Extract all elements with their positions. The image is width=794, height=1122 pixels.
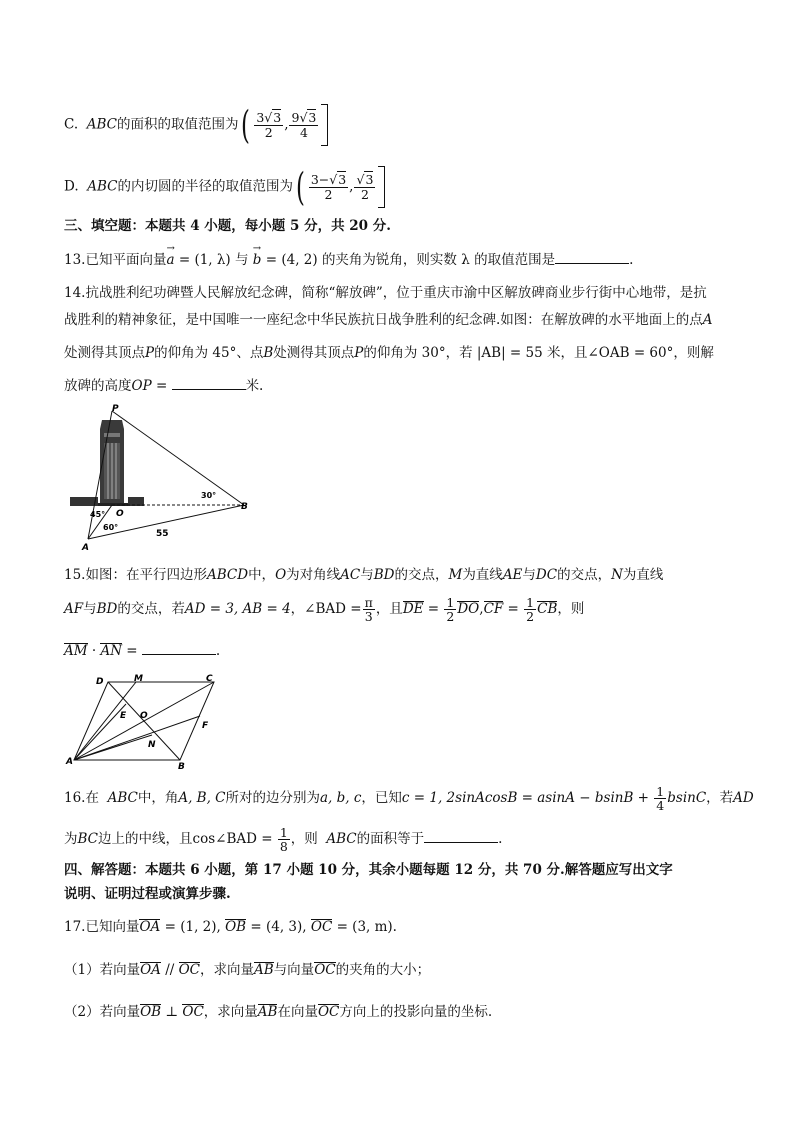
length-55: 55	[156, 529, 169, 539]
question-17-part-2: （2）若向量OB ⊥ OC，求向量AB在向量OC方向上的投影向量的坐标.	[64, 1004, 493, 1020]
question-14-line-2: 战胜利的精神象征，是中国唯一一座纪念中华民族抗日战争胜利的纪念碑.如图：在解放碑的水平地面上的点A	[64, 312, 713, 328]
label-A: A	[66, 757, 73, 767]
answer-blank-14	[172, 375, 246, 390]
option-text: 的内切圆的半径的取值范围为	[117, 178, 293, 195]
label-O: O	[116, 509, 124, 519]
label-O: O	[140, 711, 148, 721]
section-4-title-line-2: 说明、证明过程或演算步骤.	[64, 886, 231, 902]
left-paren: (	[241, 103, 251, 147]
right-bracket	[378, 166, 385, 208]
fraction-upper: $\frac{√3}{2}$	[356, 172, 374, 202]
question-15-line-3: AM · AN = .	[64, 640, 220, 661]
question-14-line-1: 14.抗战胜利纪功碑暨人民解放纪念碑，简称“解放碑”，位于重庆市渝中区解放碑商业步行街中心地带，是抗	[64, 285, 707, 301]
answer-blank-15	[142, 640, 216, 655]
answer-blank-16	[424, 828, 498, 843]
label-D: D	[96, 677, 104, 687]
question-16-line-2: 为BC边上的中线，且cos∠BAD = $\frac{1}{8}$ ，则 ABC的面积等于 .	[64, 825, 503, 855]
answer-blank-13	[555, 249, 629, 264]
fraction-upper: $\frac{9√3}{4}$	[291, 110, 317, 140]
option-c: C. ABC的面积的取值范围为( $\frac{3√3}{2}$ , $\frac{9√3}{4}$	[64, 104, 328, 146]
section-4-title-line-1: 四、解答题：本题共 6 小题，第 17 小题 10 分，其余小题每题 12 分，共 70 分.解答题应写出文字	[64, 862, 673, 878]
left-paren: (	[295, 165, 305, 209]
question-16-line-1: 16.在 ABC中，角A, B, C所对的边分别为a, b, c，已知c = 1, 2sinAcosB = asinA − bsinB + $\frac{1}{4}$ bsinC，若AD	[64, 784, 754, 814]
label-P: P	[112, 404, 119, 414]
option-label: D.	[64, 178, 79, 195]
option-d: D. ABC的内切圆的半径的取值范围为( $\frac{3-√3}{2}$ , $\frac{√3}{2}$	[64, 166, 385, 208]
question-14-line-3: 处测得其顶点P的仰角为 45°、点B处测得其顶点P的仰角为 30°，若 |AB| = 55 米，且∠OAB = 60°，则解	[64, 345, 714, 361]
label-A: A	[82, 543, 89, 553]
angle-30: 30°	[201, 491, 217, 500]
label-B: B	[241, 502, 248, 512]
angle-45: 45°	[90, 510, 106, 519]
vector-a: → a	[166, 250, 174, 270]
angle-60: 60°	[103, 523, 119, 532]
label-B: B	[178, 762, 185, 772]
triangle-name: ABC	[86, 116, 117, 133]
monument-tower	[70, 420, 144, 506]
fraction-lower: $\frac{3√3}{2}$	[256, 110, 282, 140]
question-15-line-1: 15.如图：在平行四边形ABCD中，O为对角线AC与BD的交点，M为直线AE与DC的交点，N为直线	[64, 567, 664, 583]
option-label: C.	[64, 116, 79, 133]
right-bracket	[321, 104, 328, 146]
vector-b: → b	[253, 250, 262, 270]
option-text: 的面积的取值范围为	[116, 116, 239, 133]
monument-figure	[64, 403, 254, 553]
label-F: F	[202, 721, 209, 731]
question-17: 17.已知向量OA = (1, 2), OB = (4, 3), OC = (3, m).	[64, 919, 397, 935]
label-N: N	[148, 740, 156, 750]
label-C: C	[206, 674, 213, 684]
label-M: M	[134, 674, 143, 684]
label-E: E	[120, 711, 127, 721]
parallelogram-figure	[64, 672, 224, 772]
question-15-line-2: AF与BD的交点，若AD = 3, AB = 4，∠BAD = $\frac{\pi}{3}$ ，且DE = $\frac{1}{2}$ DO,CF = $\frac{1}{2}$ CB，则	[64, 595, 585, 625]
triangle-name: ABC	[87, 178, 118, 195]
question-13: 13.已知平面向量→ a = (1, λ) 与 → b = (4, 2) 的夹角为锐角，则实数 λ 的取值范围是 .	[64, 249, 633, 270]
question-14-line-4: 放碑的高度OP = 米.	[64, 375, 263, 396]
question-17-part-1: （1）若向量OA // OC，求向量AB与向量OC的夹角的大小；	[64, 962, 431, 978]
fraction-lower: $\frac{3-√3}{2}$	[310, 172, 347, 202]
section-3-title: 三、填空题：本题共 4 小题，每小题 5 分，共 20 分.	[64, 218, 391, 234]
